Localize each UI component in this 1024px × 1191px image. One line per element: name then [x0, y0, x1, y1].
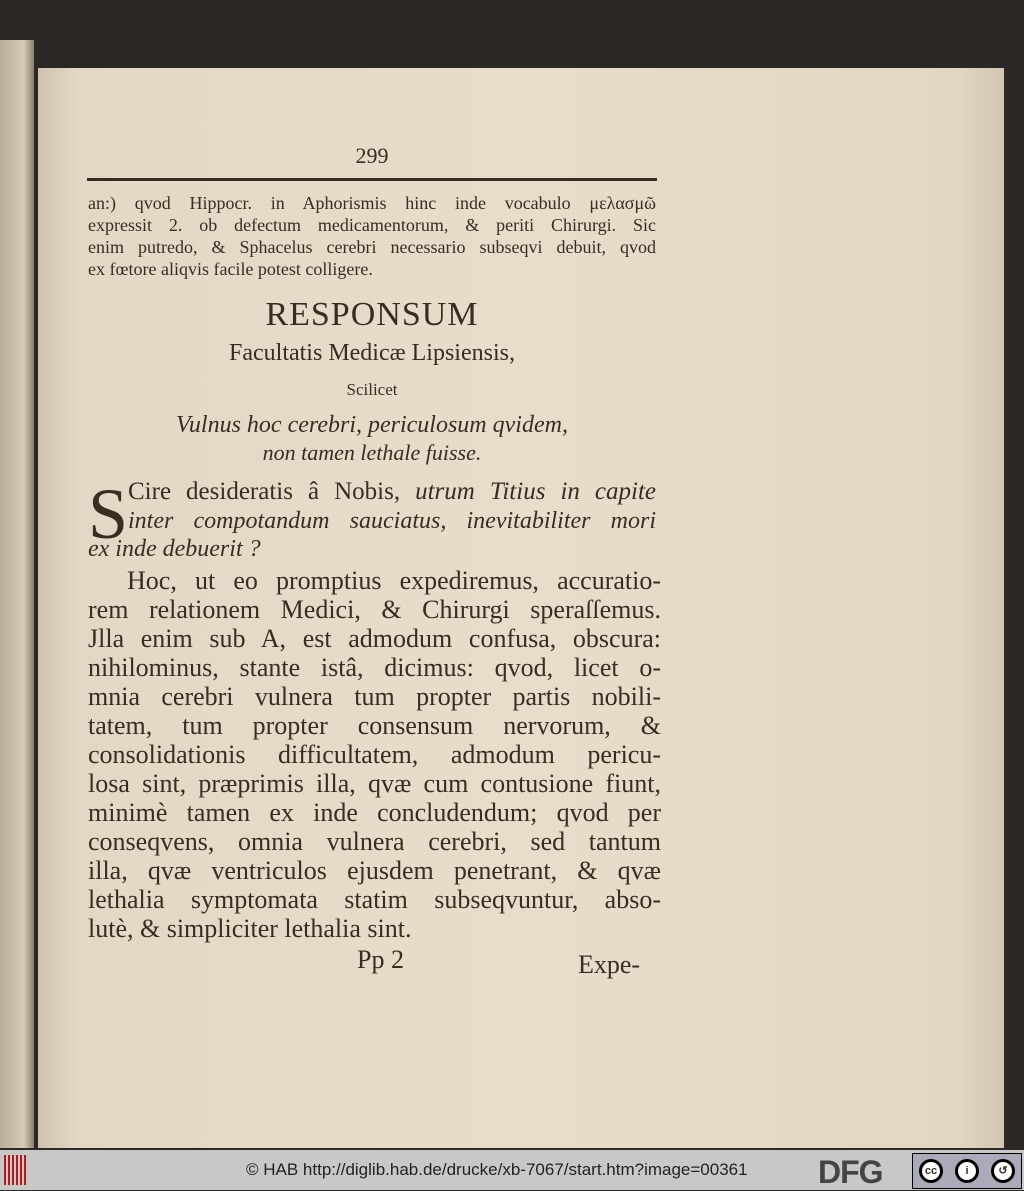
question-line: ex inde debuerit ?: [88, 536, 261, 562]
text-line: an:) qvod Hippocr. in Aphorismis hinc inde vocabulo μελασμῶ: [88, 193, 656, 213]
by-icon: i: [955, 1159, 979, 1183]
source-link[interactable]: © HAB http://diglib.hab.de/drucke/xb-7067/start.htm?image=00361: [246, 1160, 748, 1179]
heading-scilicet: Scilicet: [346, 380, 398, 399]
question-line: inter compotandum sauciatus, inevitabiliter mori: [128, 508, 656, 534]
body-line: rem relationem Medici, & Chirurgi speraſſemus.: [88, 595, 661, 624]
text-line: enim putredo, & Sphacelus cerebri necessario subseqvi debuit, qvod: [88, 237, 656, 257]
body-line: mnia cerebri vulnera tum propter partis nobili-: [88, 682, 661, 711]
body-line: tatem, tum propter consensum nervorum, &: [88, 711, 661, 740]
signature-mark: Pp 2: [357, 945, 404, 974]
body-line: Hoc, ut eo promptius expediremus, accuratio-: [127, 566, 661, 595]
drop-cap: S: [88, 474, 129, 554]
page-number: 299: [355, 143, 389, 168]
catchword: Expe-: [578, 950, 641, 979]
question-roman: Cire desideratis â Nobis,: [128, 478, 401, 505]
body-line: consolidationis difficultatem, admodum pericu-: [88, 740, 661, 769]
hab-logo-icon: [4, 1155, 28, 1185]
body-line: conseqvens, omnia vulnera cerebri, sed tantum: [88, 827, 661, 856]
verdict-line: non tamen lethale fuisse.: [262, 440, 482, 465]
adjacent-page-edge: [0, 40, 34, 1148]
body-line: losa sint, præprimis illa, qvæ cum contusione fiunt,: [88, 769, 661, 798]
footer-bar: [0, 1150, 1024, 1190]
question-italic: utrum Titius in capite: [415, 478, 656, 505]
verdict-line: Vulnus hoc cerebri, periculosum qvidem,: [176, 412, 568, 438]
dfg-logo: DFG: [818, 1154, 883, 1190]
body-line: illa, qvæ ventriculos ejusdem penetrant, & qvæ: [88, 856, 661, 885]
body-line: lutè, & simpliciter lethalia sint.: [88, 914, 412, 943]
text-line: expressit 2. ob defectum medicamentorum, & periti Chirurgi. Sic: [88, 215, 656, 235]
sa-icon: ↺: [991, 1159, 1015, 1183]
heading-subtitle: Facultatis Medicæ Lipsiensis,: [229, 340, 515, 366]
header-rule: [87, 178, 657, 181]
question-line: [128, 478, 656, 506]
body-line: Jlla enim sub A, est admodum confusa, obscura:: [88, 624, 661, 653]
cc-icon: cc: [919, 1159, 943, 1183]
heading-title: RESPONSUM: [265, 296, 479, 333]
body-line: nihilominus, stante istâ, dicimus: qvod, licet o-: [88, 653, 661, 682]
text-line: ex fœtore aliqvis facile potest colligere.: [88, 259, 373, 279]
body-line: minimè tamen ex inde concludendum; qvod per: [88, 798, 661, 827]
body-line: lethalia symptomata statim subseqvuntur, abso-: [88, 885, 661, 914]
cc-license-badge[interactable]: [912, 1153, 1022, 1189]
